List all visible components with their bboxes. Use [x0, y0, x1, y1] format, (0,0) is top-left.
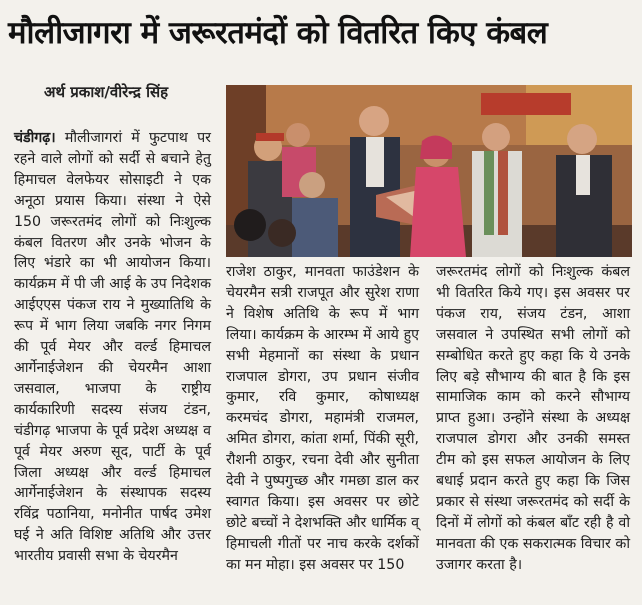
event-photo-illustration	[226, 85, 632, 257]
column-1	[14, 128, 211, 567]
headline: मौलीजागरा में जरूरतमंदों को वितरित किए कंबल	[8, 15, 548, 51]
dateline: चंडीगढ़।	[14, 130, 56, 146]
column-2	[226, 262, 419, 576]
column-3-text: जरूरतमंद लोगों को निःशुल्क कंबल भी वितरित किये गए। इस अवसर पर पंकज राय, संजय टंडन, आशा जसवाल ने उपस्थित सभी लोगों को सम्बोधित करते हुए कहा कि ये उनके लिए बड़े सौभाग्य की बात है कि इस सामाजिक काम को करने सौभाग्य प्राप्त हुआ। उन्होंने संस्था के अध्यक्ष राजपाल डोगरा और उनकी समस्त टीम को इस सफल आयोजन के लिए बधाई प्रदान करते हुए कहा कि जिस प्रकार से संस्था जरूरतमंद को सर्दी के दिनों में लोगों को कंबल बाँट रही है वो मानवता की एक सकरात्मक विचार को उजागर करता है।	[436, 264, 630, 573]
event-photo	[226, 85, 632, 257]
byline: अर्थ प्रकाश/वीरेन्द्र सिंह	[44, 83, 169, 101]
column-2-text: राजेश ठाकुर, मानवता फाउंडेशन के चेयरमैन सत्री राजपूत और सुरेश राणा ने विशेष अतिथि के रूप में भाग लिया। कार्यक्रम के आरम्भ में आये हुए सभी मेहमानों का संस्था के प्रधान राजपाल डोगरा, उप प्रधान संजीव कुमार, रवि कुमार, कोषाध्यक्ष करमचंद डोगरा, महामंत्री राजमल, अमित डोगरा, कांता शर्मा, पिंकी सूरी, रौशनी ठाकुर, रचना देवी और सुनीता देवी ने पुष्पगुच्छ और गमछा डाल कर स्वागत किया। इस अवसर पर छोटे छोटे बच्चों ने देशभक्ति और धार्मिक व् हिमाचली गीतों पर नाच करके दर्शकों का मन मोहा। इस अवसर पर 150	[226, 264, 419, 573]
column-3	[436, 262, 630, 576]
column-1-text: मौलीजागरां में फुटपाथ पर रहने वाले लोगों को सर्दी से बचाने हेतु हिमाचल वेलफेयर सोसाइटी ने एक अनूठा प्रयास किया। संस्था ने ऐसे 150 जरूरतमंद लोगों को निःशुल्क कंबल वितरण और उनके भोजन के लिए भंडारे का भी आयोजन किया। कार्यक्रम में पी जी आई के उप निदेशक आईएएस पंकज राय ने मुख्यातिथि के रूप में भाग लिया जबकि नगर निगम की पूर्व मेयर और वर्ल्ड हिमाचल आर्गेनाईजेशन की चेयरमैन आशा जसवाल, भाजपा के राष्ट्रीय कार्यकारिणी सदस्य संजय टंडन, चंडीगढ़ भाजपा के पूर्व प्रदेश अध्यक्ष व पूर्व मेयर अरुण सूद, पार्टी के पूर्व जिला अध्यक्ष और वर्ल्ड हिमाचल आर्गेनाईजेशन के संस्थापक सदस्य रविंद्र पठानिया, मनोनीत पार्षद उमेश घई ने अति विशिष्ट अतिथि और उत्तर भारतीय प्रवासी सभा के चेयरमैन	[14, 130, 211, 565]
